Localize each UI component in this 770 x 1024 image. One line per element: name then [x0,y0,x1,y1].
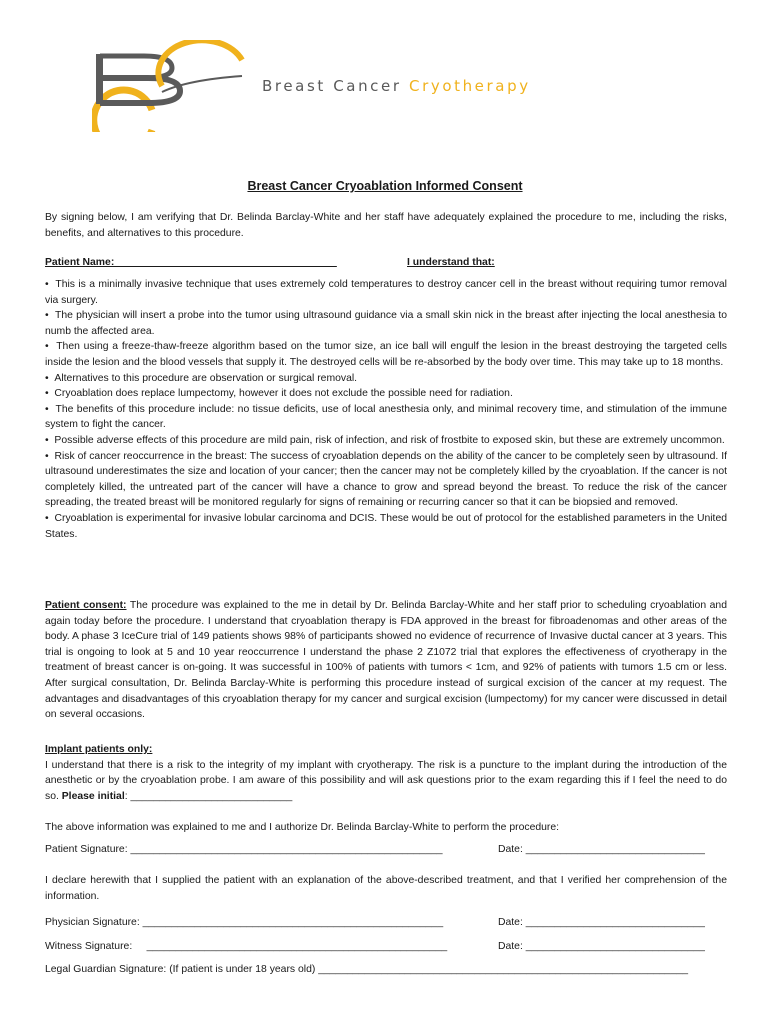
physician-signature-field[interactable]: Physician Signature: ____________________________________________________ [45,917,444,928]
declaration-paragraph: I declare herewith that I supplied the patient with an explanation of the above-described treatment, and that I verified her comprehension of the information. [45,875,727,902]
patient-signature-field[interactable]: Patient Signature: ______________________________________________________ [45,844,443,855]
witness-signature-field[interactable]: Witness Signature: ____________________________________________________ [45,941,448,952]
list-item: • The benefits of this procedure include: no tissue deficits, use of local anesthesia only, and minimal recovery time, and stimulation of the immune system to fight the cancer. [45,402,727,433]
patient-name-label: Patient Name: ______________________________________ [45,257,337,268]
list-item: • Possible adverse effects of this procedure are mild pain, risk of infection, and risk of frostbite to exposed skin, but these are extremely uncommon. [45,433,727,449]
initial-line[interactable]: : ____________________________ [124,790,293,802]
witness-date-field[interactable]: Date: _______________________________ [498,941,705,952]
please-initial-label: Please initial [61,790,125,802]
intro-paragraph: By signing below, I am verifying that Dr. Belinda Barclay-White and her staff have adequately explained the procedure to me, including the risks, benefits, and alternatives to this procedure. [45,212,727,239]
patient-date-field[interactable]: Date: _______________________________ [498,844,705,855]
list-item: • Risk of cancer reoccurrence in the breast: The success of cryoablation depends on the ability of the cancer to be completely seen by ultrasound. If ultrasound underestimates the size and location of your cancer; then the cancer may not be completely killed by the cryoablation. If the cancer is not completely killed, the untreated part of the cancer will have a chance to grow and spread beyond the breast. To reduce the risk of the cancer spreading, the treated breast will be monitored regularly for signs of remaining or recurring cancer so that it can be biopsied and removed. [45,449,727,511]
list-item: • The physician will insert a probe into the tumor using ultrasound guidance via a small skin nick in the breast after injecting the local anesthesia to numb the affected area. [45,308,727,339]
list-item: • This is a minimally invasive technique that uses extremely cold temperatures to destroy cancer cell in the breast without requiring tumor removal via surgery. [45,277,727,308]
guardian-signature-field[interactable]: Legal Guardian Signature: (If patient is under 18 years old) ________________________________________________________________ [45,964,689,975]
authorize-statement: The above information was explained to me and I authorize Dr. Belinda Barclay-White to perform the procedure: [45,822,560,833]
list-item: • Then using a freeze-thaw-freeze algorithm based on the tumor size, an ice ball will engulf the lesion in the breast destroying the targeted cells inside the lesion and the blood vessels that supply it. The destroyed cells will be re-absorbed by the body over time. This may take up to 18 months. [45,339,727,370]
list-item: • Cryoablation is experimental for invasive lobular carcinoma and DCIS. These would be out of protocol for the established parameters in the United States. [45,511,727,542]
physician-date-field[interactable]: Date: _______________________________ [498,917,705,928]
logo-wordmark: Breast Cancer Cryotherapy [262,77,531,95]
understand-heading: I understand that: [407,257,495,268]
list-item: • Cryoablation does replace lumpectomy, however it does not exclude the possible need for radiation. [45,386,727,402]
patient-consent-label: Patient consent: [45,600,127,611]
list-item: • Alternatives to this procedure are observation or surgical removal. [45,371,727,387]
patient-consent-paragraph [45,598,727,723]
implant-section [45,742,727,804]
implant-text: I understand that there is a risk to the integrity of my implant with cryotherapy. The risk is a puncture to the implant during the introduction of the anesthetic or by the cryoablation probe. I am aware of this possibility and will ask questions prior to the exam regarding this if I feel the need to do so. [45,759,727,802]
understanding-list [45,277,727,542]
patient-consent-text: The procedure was explained to the me in detail by Dr. Belinda Barclay-White and her staff prior to scheduling cryoablation and again today before the procedure. I understand that cryoablation therapy is FDA approved in the breast for fibroadenomas and other areas of the body. A phase 3 IceCure trial of 149 patients shows 98% of participants showed no evidence of recurrence of Invasive ductal cancer at 3 years. This trial is ongoing to look at 5 and 10 year reoccurrence I understand the phase 2 Z1072 trial that explores the effectiveness of cryotherapy in the treatment of breast cancer is on-going. It was successful in 100% of patients with tumors < 1cm, and 92% of patients with tumors 1.5 cm or less. After surgical consultation, Dr. Belinda Barclay-White is performing this procedure instead of surgical excision of the cancer at my request. The advantages and disadvantages of this cryoablation therapy for my cancer and surgical excision (lumpectomy) for my cancer were discussed in detail on several occasions. [45,600,727,721]
document-title: Breast Cancer Cryoablation Informed Consent [247,179,523,193]
implant-heading: Implant patients only: [45,744,153,755]
implant-paragraph [45,758,727,805]
